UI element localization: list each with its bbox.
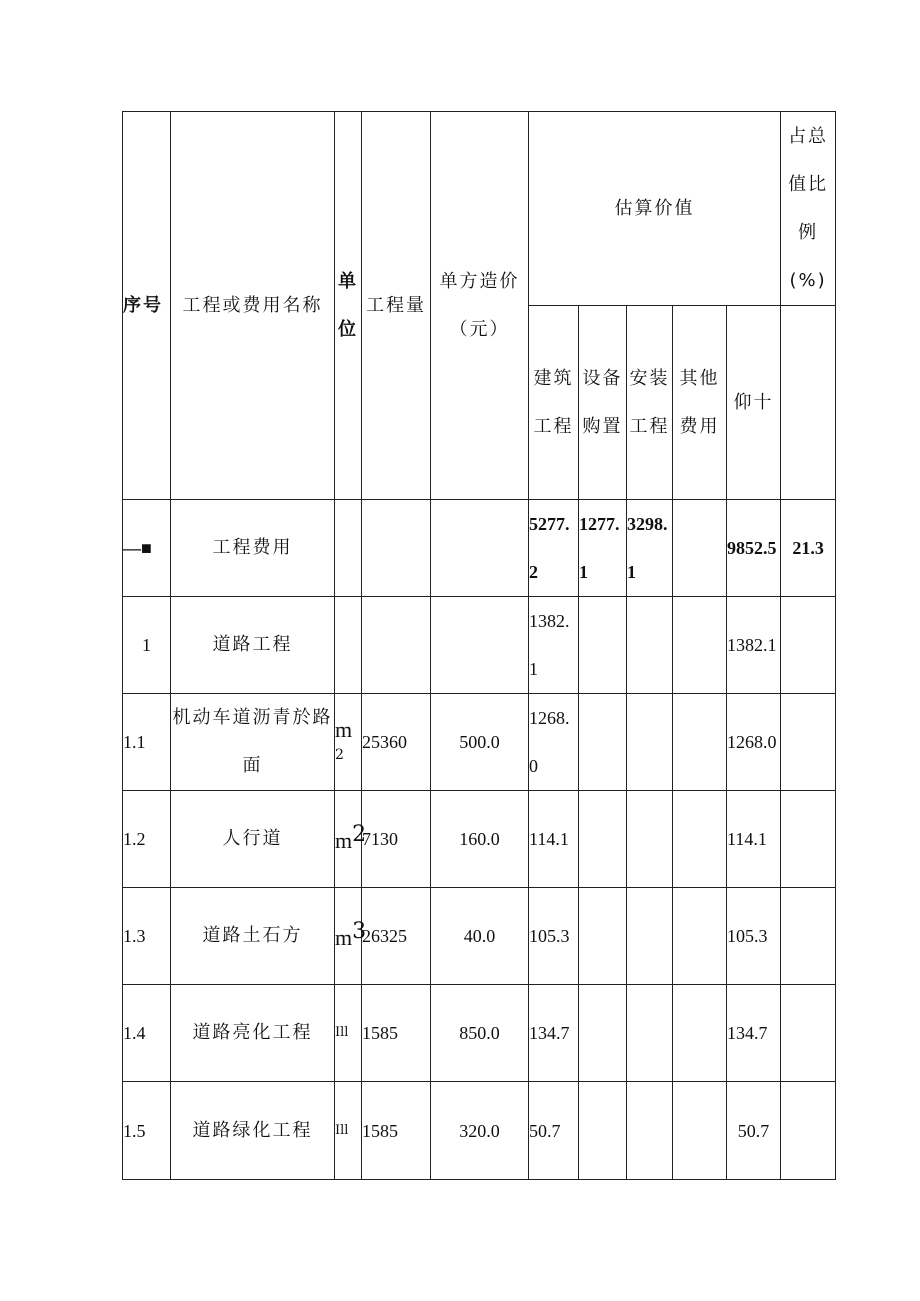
cell-seq: 1.4 (123, 985, 171, 1082)
cell-unit: $m^3$ (335, 888, 362, 985)
cell-price: 160.0 (431, 791, 529, 888)
cell-construction: 5277.2 (529, 500, 579, 597)
table-row (123, 985, 836, 1082)
cell-name: 人行道 (171, 791, 335, 888)
cell-construction: 105.3 (529, 888, 579, 985)
cell-unit: m 2 (335, 694, 362, 791)
cell-ratio: 21.3 (781, 500, 836, 597)
cell-seq: 1.2 (123, 791, 171, 888)
cell-equipment (579, 597, 627, 694)
cell-equipment: 1277.1 (579, 500, 627, 597)
cell-price: 850.0 (431, 985, 529, 1082)
cell-construction: 1268.0 (529, 694, 579, 791)
cell-total: 134.7 (727, 985, 781, 1082)
cell-ratio (781, 694, 836, 791)
cell-qty (362, 597, 431, 694)
cell-unit (335, 500, 362, 597)
cell-name: 道路绿化工程 (171, 1082, 335, 1180)
cell-ratio (781, 888, 836, 985)
cell-other (673, 694, 727, 791)
table-row (123, 1082, 836, 1180)
header-other: 其他费用 (673, 306, 727, 500)
table-row (123, 791, 836, 888)
cell-total: 50.7 (727, 1082, 781, 1180)
cell-unit (335, 597, 362, 694)
table-row (123, 500, 836, 597)
cell-qty: 7130 (362, 791, 431, 888)
cell-equipment (579, 888, 627, 985)
header-construction: 建筑工程 (529, 306, 579, 500)
cell-qty (362, 500, 431, 597)
cell-unit: Ill (335, 985, 362, 1082)
cell-qty: 1585 (362, 1082, 431, 1180)
cell-other (673, 500, 727, 597)
header-unit-price: 单方造价（元） (431, 112, 529, 500)
header-ratio: 占总值比例(%) (781, 112, 836, 306)
cell-other (673, 1082, 727, 1180)
cell-equipment (579, 985, 627, 1082)
cell-install (627, 694, 673, 791)
header-name: 工程或费用名称 (171, 112, 335, 500)
estimate-table (122, 111, 836, 1180)
cell-construction: 1382.1 (529, 597, 579, 694)
cell-install (627, 597, 673, 694)
header-equipment: 设备购置 (579, 306, 627, 500)
cell-ratio (781, 985, 836, 1082)
cell-seq: 1.5 (123, 1082, 171, 1180)
cell-construction: 134.7 (529, 985, 579, 1082)
cell-total: 114.1 (727, 791, 781, 888)
header-unit: 单位 (335, 112, 362, 500)
cell-other (673, 985, 727, 1082)
cell-price: 500.0 (431, 694, 529, 791)
cell-price (431, 597, 529, 694)
cell-total: 105.3 (727, 888, 781, 985)
header-qty: 工程量 (362, 112, 431, 500)
cell-price: 40.0 (431, 888, 529, 985)
cell-equipment (579, 694, 627, 791)
table-row (123, 888, 836, 985)
table-row (123, 597, 836, 694)
cell-seq: 1 (123, 597, 171, 694)
cell-install (627, 791, 673, 888)
cell-name: 机动车道沥青於路面 (171, 694, 335, 791)
cell-ratio (781, 791, 836, 888)
cell-seq: —■ (123, 500, 171, 597)
cell-seq: 1.1 (123, 694, 171, 791)
cell-name: 工程费用 (171, 500, 335, 597)
header-install: 安装工程 (627, 306, 673, 500)
cell-price (431, 500, 529, 597)
cell-seq: 1.3 (123, 888, 171, 985)
cell-other (673, 791, 727, 888)
cell-other (673, 597, 727, 694)
cell-construction: 50.7 (529, 1082, 579, 1180)
cell-total: 9852.5 (727, 500, 781, 597)
cell-equipment (579, 1082, 627, 1180)
cell-install (627, 888, 673, 985)
cell-price: 320.0 (431, 1082, 529, 1180)
cell-install: 3298.1 (627, 500, 673, 597)
cell-install (627, 985, 673, 1082)
header-seq: 序号 (123, 112, 171, 500)
cell-total: 1382.1 (727, 597, 781, 694)
header-total: 仰十 (727, 306, 781, 500)
cell-install (627, 1082, 673, 1180)
cell-other (673, 888, 727, 985)
cell-unit: $m^2$ (335, 791, 362, 888)
cell-total: 1268.0 (727, 694, 781, 791)
header-estimate: 估算价值 (529, 112, 781, 306)
cell-qty: 26325 (362, 888, 431, 985)
cell-name: 道路土石方 (171, 888, 335, 985)
cell-qty: 1585 (362, 985, 431, 1082)
cell-name: 道路工程 (171, 597, 335, 694)
cell-equipment (579, 791, 627, 888)
cell-construction: 114.1 (529, 791, 579, 888)
cell-name: 道路亮化工程 (171, 985, 335, 1082)
cell-ratio (781, 1082, 836, 1180)
header-ratio-blank (781, 306, 836, 500)
cell-ratio (781, 597, 836, 694)
cell-qty: 25360 (362, 694, 431, 791)
table-row (123, 694, 836, 791)
cell-unit: Ill (335, 1082, 362, 1180)
